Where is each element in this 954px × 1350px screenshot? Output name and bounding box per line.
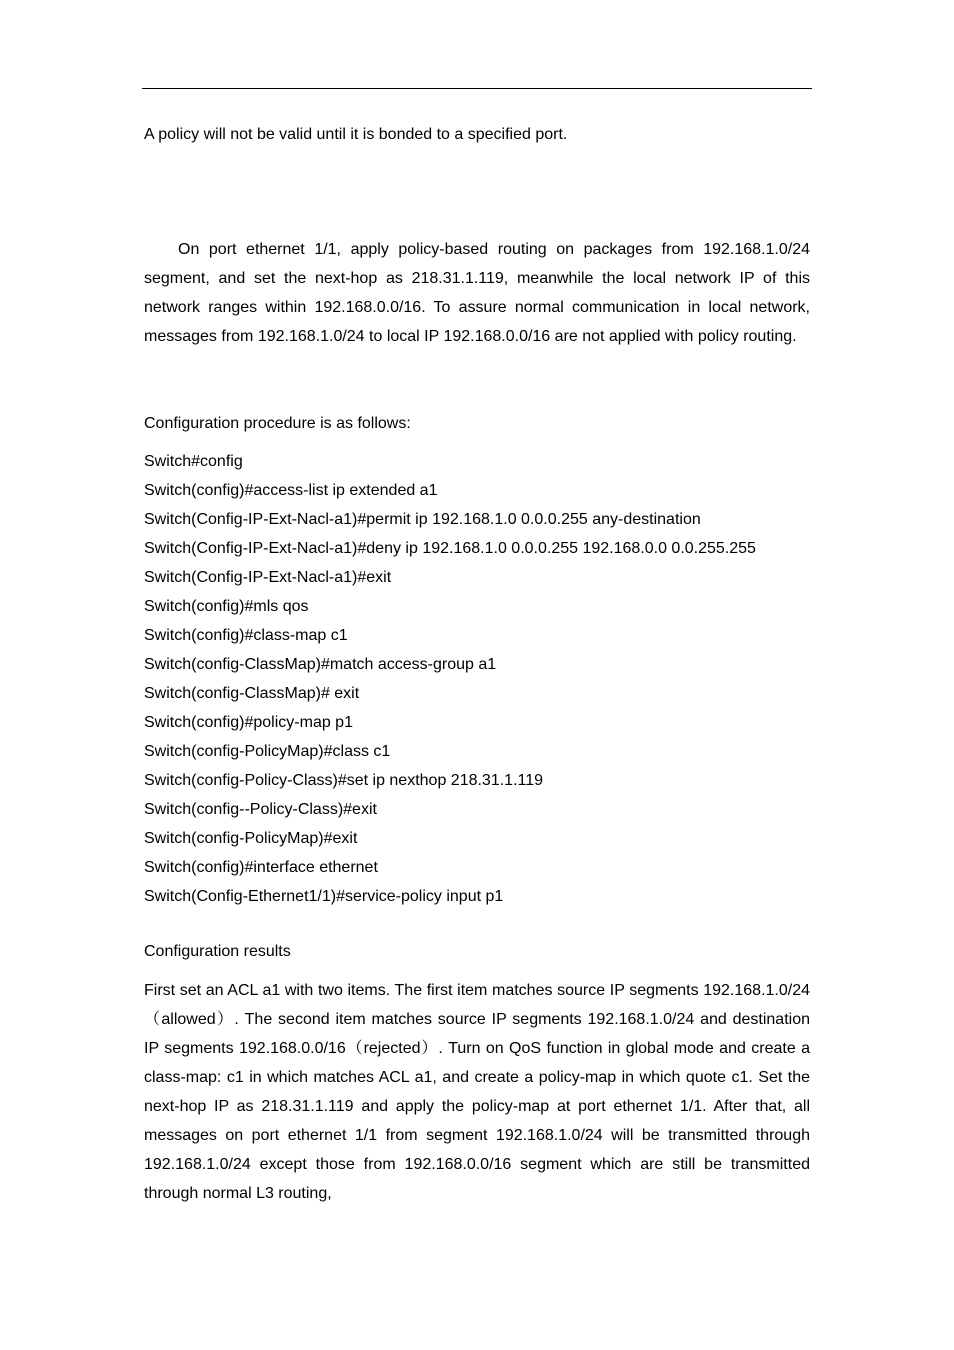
header-rule bbox=[142, 88, 812, 89]
procedure-label: Configuration procedure is as follows: bbox=[144, 415, 411, 432]
config-command-list bbox=[144, 447, 810, 911]
config-line: Switch(config)#class-map c1 bbox=[144, 627, 348, 644]
config-line: Switch(Config-Ethernet1/1)#service-policy input p1 bbox=[144, 888, 504, 905]
config-line: Switch(config)#interface ethernet bbox=[144, 859, 378, 876]
example-paragraph: On port ethernet 1/1, apply policy-based routing on packages from 192.168.1.0/24 segment, and set the next-hop as 218.31.1.119, meanwhile the local network IP of this network ranges within 192.168.0.0/16. To assure normal communication in local network, messages from 192.168.1.0/24 to local IP 192.168.0.0/16 are not applied with policy routing. bbox=[144, 241, 810, 345]
intro-note: A policy will not be valid until it is bonded to a specified port. bbox=[144, 126, 568, 143]
results-label: Configuration results bbox=[144, 943, 291, 960]
config-line: Switch#config bbox=[144, 453, 243, 470]
config-line: Switch(config-ClassMap)#match access-group a1 bbox=[144, 656, 497, 673]
config-line: Switch(Config-IP-Ext-Nacl-a1)#deny ip 192.168.1.0 0.0.0.255 192.168.0.0 0.0.255.255 bbox=[144, 540, 756, 557]
config-line: Switch(config-PolicyMap)#class c1 bbox=[144, 743, 391, 760]
config-line: Switch(config)#policy-map p1 bbox=[144, 714, 353, 731]
config-line: Switch(Config-IP-Ext-Nacl-a1)#permit ip 192.168.1.0 0.0.0.255 any-destination bbox=[144, 511, 701, 528]
config-line: Switch(config-ClassMap)# exit bbox=[144, 685, 360, 702]
config-line: Switch(config-PolicyMap)#exit bbox=[144, 830, 358, 847]
results-paragraph: First set an ACL a1 with two items. The first item matches source IP segments 192.168.1.0/24（allowed）. The second item matches source IP segments 192.168.1.0/24 and destination IP segments 192.168.0.0/16（rejected）. Turn on QoS function in global mode and create a class-map: c1 in which matches ACL a1, and create a policy-map in which quote c1. Set the next-hop IP as 218.31.1.119 and apply the policy-map at port ethernet 1/1. After that, all messages on port ethernet 1/1 from segment 192.168.1.0/24 will be transmitted through 192.168.1.0/24 except those from 192.168.0.0/16 segment which are still be transmitted through normal L3 routing, bbox=[144, 982, 810, 1202]
config-line: Switch(config)#mls qos bbox=[144, 598, 309, 615]
config-line: Switch(config-Policy-Class)#set ip nexthop 218.31.1.119 bbox=[144, 772, 544, 789]
config-line: Switch(Config-IP-Ext-Nacl-a1)#exit bbox=[144, 569, 392, 586]
config-line: Switch(config--Policy-Class)#exit bbox=[144, 801, 377, 818]
config-line: Switch(config)#access-list ip extended a1 bbox=[144, 482, 438, 499]
